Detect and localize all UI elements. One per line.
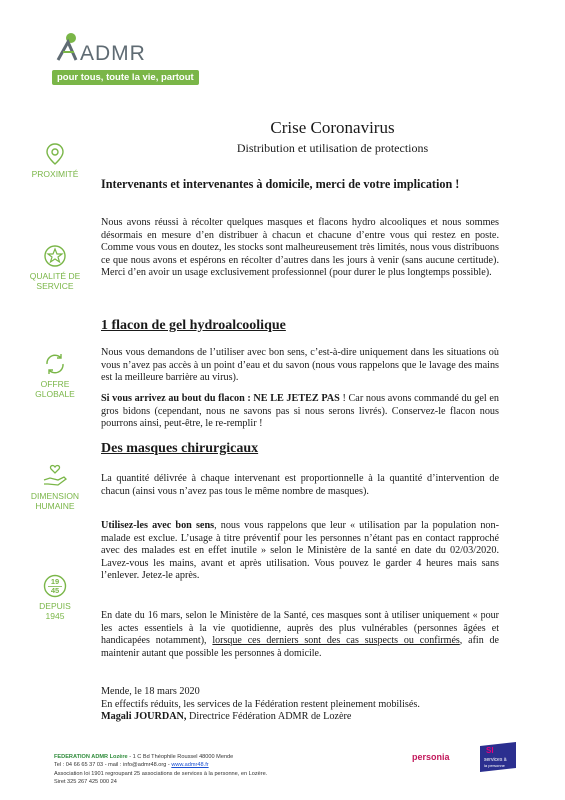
signature <box>101 711 499 724</box>
page-subtitle: Distribution et utilisation de protections <box>236 141 429 155</box>
usage-paragraph <box>101 520 499 583</box>
partner-logo: personia <box>412 752 450 762</box>
paragraph <box>101 520 499 583</box>
ministry-text-end: , afin de maintenir autant que possible les personnes à domicile. <box>101 635 499 659</box>
sidebar-label: DEPUIS 1945 <box>39 601 71 621</box>
closing-line: En effectifs réduits, les services de la Fédération restent pleinement mobilisés. <box>101 698 420 710</box>
footer-siret: Siret 325 267 425 000 24 <box>54 779 117 786</box>
section-heading: Des masques chirurgicaux <box>101 441 259 456</box>
circular-arrows-icon <box>43 352 67 376</box>
thanks-heading: Intervenants et intervenantes à domicile, merci de votre implication ! <box>101 177 460 191</box>
star-badge-icon <box>43 244 67 268</box>
usage-text: , nous vous rappelons que leur « utilisation par la population non-malade est exclue. L’usage à titre préventif pour les personnes n’étant pas en contact rapproché avec des malades est en effet inutile » selon le Ministère de la santé en date du 02/03/2020. Lavez-vous les mains, avant et après utilisation. Vous pouvez le garder 4 heures mais sans l’enlever. Jetez-le après. <box>101 520 499 582</box>
logo-wordmark: ADMR <box>80 42 146 65</box>
section-gel <box>101 320 499 333</box>
sidebar-item-depuis <box>14 574 96 621</box>
hand-heart-icon <box>42 464 68 488</box>
footer-contact: Tel : 04 66 65 37 03 - mail : info@admr48.org - <box>54 762 172 769</box>
closing-date: Mende, le 18 mars 2020 <box>101 686 200 697</box>
sidebar-item-offre <box>14 352 96 399</box>
warning-text: ! Car nous avons commandé du gel en gros bidons (cependant, nous ne savons pas si nous serons livrés). Conservez-le flacon nous pourrons ainsi, peut-être, le re-remplir ! <box>101 393 500 430</box>
ministry-underlined: lorsque ces derniers sont des cas suspects ou confirmés <box>212 635 460 647</box>
services-badge <box>478 742 518 772</box>
sidebar-label: OFFRE GLOBALE <box>35 379 75 399</box>
sidebar-label: PROXIMITÉ <box>31 169 79 179</box>
footer-address-line <box>54 753 384 761</box>
paragraph: La quantité délivrée à chaque intervenant est proportionnelle à la quantité d’intervention de chacun (ainsi vous n’avez pas tous le même nombre de masques). <box>101 473 499 497</box>
svg-text:SI: SI <box>486 746 494 755</box>
footer-contact-line <box>54 761 384 769</box>
usage-bold: Utilisez-les avec bon sens <box>101 520 215 531</box>
masques-paragraph <box>101 473 499 498</box>
logo-tagline: pour tous, toute la vie, partout <box>52 70 199 85</box>
year-badge-bottom: 45 <box>50 586 60 595</box>
ministry-paragraph <box>101 610 499 660</box>
paragraph <box>101 610 499 660</box>
section-masques <box>101 443 499 456</box>
sidebar-label: DIMENSION HUMAINE <box>30 491 80 511</box>
admr-logo <box>52 28 202 90</box>
footer-federation: FEDERATION ADMR Lozère <box>54 754 128 760</box>
sidebar-item-qualite <box>14 244 96 291</box>
sidebar-label: QUALITÉ DE SERVICE <box>29 271 81 291</box>
paragraph: Nous vous demandons de l’utiliser avec bon sens, c’est-à-dire uniquement dans les situations où vous n’avez pas accès à un point d’eau et du savon (nous vous rappelons que le lavage des mains est la meilleure barrière au virus). <box>101 347 499 384</box>
signature-role: Directrice Fédération ADMR de Lozère <box>186 711 352 723</box>
gel-warning-paragraph <box>101 393 499 431</box>
sidebar-item-proximite <box>14 142 96 179</box>
sidebar-item-dimension <box>14 464 96 511</box>
paragraph <box>101 393 499 431</box>
intro-paragraph <box>101 217 499 280</box>
signature-name: Magali JOURDAN, <box>101 711 187 723</box>
paragraph: Nous avons réussi à récolter quelques masques et flacons hydro alcooliques et nous sommes désormais en mesure d’en distribuer à chacun et chacune d’entre vous qui restez en poste. Comme vous vous en doutez, les stocks sont malheureusement très limités, nous vous distribuons ce que nous avons et espérons en récolter d’autres dans les jours à venir (sans aucune certitude). Merci d’en avoir un usage exclusivement professionnel (pour durer le plus longtemps possible). <box>101 217 499 279</box>
closing-block <box>101 686 499 724</box>
main-heading <box>101 176 499 192</box>
gel-paragraph <box>101 347 499 385</box>
footer-address: - 1 C Bd Théophile Roussel 48000 Mende <box>127 754 234 760</box>
footer-website-link[interactable]: www.admr48.fr <box>171 762 209 769</box>
location-pin-icon <box>43 142 67 166</box>
page-title: Crise Coronavirus <box>270 118 395 137</box>
svg-text:la personne: la personne <box>484 763 505 768</box>
section-heading: 1 flacon de gel hydroalcoolique <box>101 318 286 333</box>
svg-text:services à: services à <box>484 757 507 763</box>
services-badge-icon <box>478 742 518 772</box>
footer <box>54 753 384 787</box>
year-badge-icon <box>43 574 67 598</box>
ministry-text: En date du 16 mars, selon le Ministère de la Santé, ces masques sont à utiliser uniquement « pour les actes essentiels à la vie quotidienne, auprès des plus vulnérables (personnes âgées et handicapées notamment), <box>101 610 499 647</box>
footer-association: Association loi 1901 regroupant 25 associations de services à la personne, en Lozère. <box>54 770 268 777</box>
warning-bold: Si vous arrivez au bout du flacon : NE LE JETEZ PAS <box>101 393 340 404</box>
year-badge-top: 19 <box>50 577 60 586</box>
